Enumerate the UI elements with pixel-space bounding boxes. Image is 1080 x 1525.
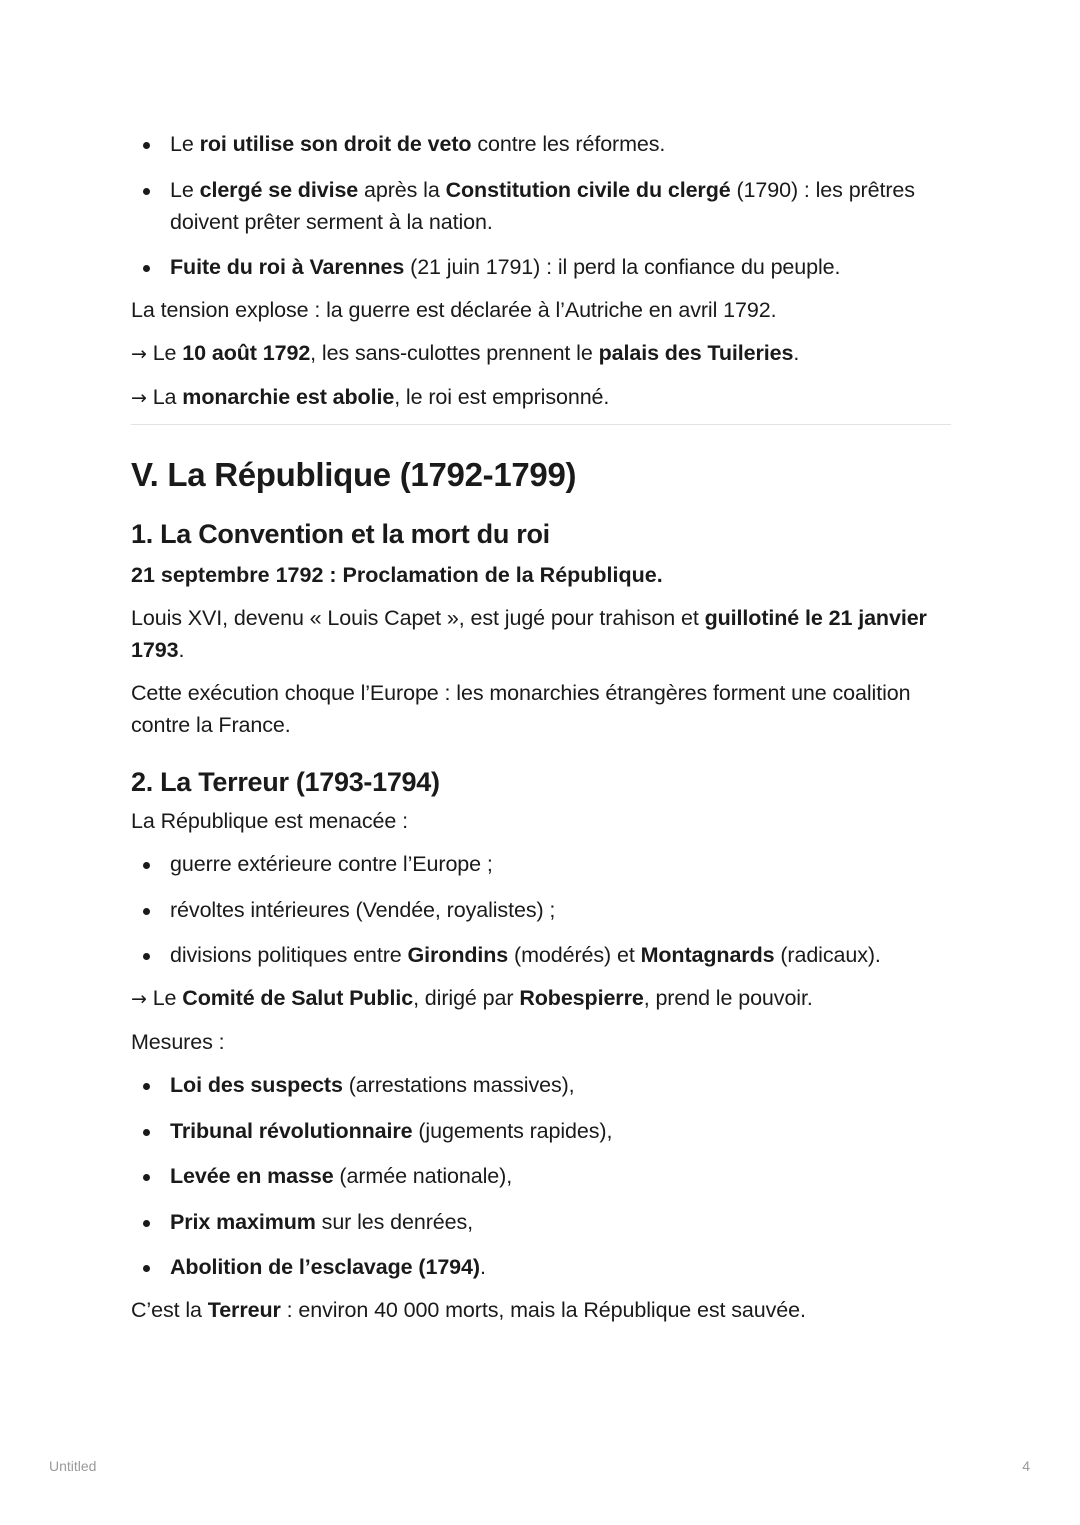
paragraph-conclusion: C’est la Terreur : environ 40 000 morts, mais la République est sauvée. [131,1298,806,1322]
list-item: révoltes intérieures (Vendée, royalistes) ; [131,894,951,926]
document-page [131,128,951,1337]
footer-page-number: 4 [1022,1458,1030,1474]
paragraph-louis-xvi: Louis XVI, devenu « Louis Capet », est jugé pour trahison et guillotiné le 21 janvier 1793. [131,606,927,662]
subsection-title-convention: 1. La Convention et la mort du roi [131,519,550,549]
bullet-icon [143,862,150,869]
list-item: guerre extérieure contre l’Europe ; [131,848,951,880]
paragraph-arrow-monarchie: → La monarchie est abolie, le roi est emprisonné. [131,385,610,409]
section-title: V. La République (1792-1799) [131,456,577,493]
arrow-right-icon: → [131,387,147,409]
bullet-icon [143,188,150,195]
measures-list [131,1069,951,1283]
list-item: Le clergé se divise après la Constitution civile du clergé (1790) : les prêtres doivent prêter serment à la nation. [131,174,951,238]
bullet-icon [143,1220,150,1227]
list-item: Loi des suspects (arrestations massives), [131,1069,951,1101]
bullet-icon [143,1174,150,1181]
paragraph-menace: La République est menacée : [131,809,408,833]
arrow-right-icon: → [131,988,147,1010]
bullet-icon [143,953,150,960]
paragraph-arrow-comite: → Le Comité de Salut Public, dirigé par Robespierre, prend le pouvoir. [131,986,813,1010]
list-item: Fuite du roi à Varennes (21 juin 1791) : il perd la confiance du peuple. [131,251,951,283]
bullet-icon [143,142,150,149]
threats-list [131,848,951,971]
reforms-list [131,128,951,283]
list-item: Tribunal révolutionnaire (jugements rapides), [131,1115,951,1147]
footer-document-title: Untitled [49,1458,97,1474]
paragraph-tension: La tension explose : la guerre est déclarée à l’Autriche en avril 1792. [131,298,777,322]
list-item: Abolition de l’esclavage (1794). [131,1251,951,1283]
paragraph-mesures-label: Mesures : [131,1030,225,1054]
list-item: Le roi utilise son droit de veto contre les réformes. [131,128,951,160]
bullet-icon [143,1265,150,1272]
paragraph-execution: Cette exécution choque l’Europe : les monarchies étrangères forment une coalition contre la France. [131,681,911,737]
bullet-icon [143,1083,150,1090]
list-item: divisions politiques entre Girondins (modérés) et Montagnards (radicaux). [131,939,951,971]
paragraph-arrow-tuileries: → Le 10 août 1792, les sans-culottes prennent le palais des Tuileries. [131,341,800,365]
bullet-icon [143,265,150,272]
bullet-icon [143,1129,150,1136]
subsection-title-terreur: 2. La Terreur (1793-1794) [131,767,440,797]
list-item: Levée en masse (armée nationale), [131,1160,951,1192]
bullet-icon [143,908,150,915]
proclamation-line: 21 septembre 1792 : Proclamation de la République. [131,563,663,587]
arrow-right-icon: → [131,343,147,365]
section-divider [131,424,951,425]
list-item: Prix maximum sur les denrées, [131,1206,951,1238]
